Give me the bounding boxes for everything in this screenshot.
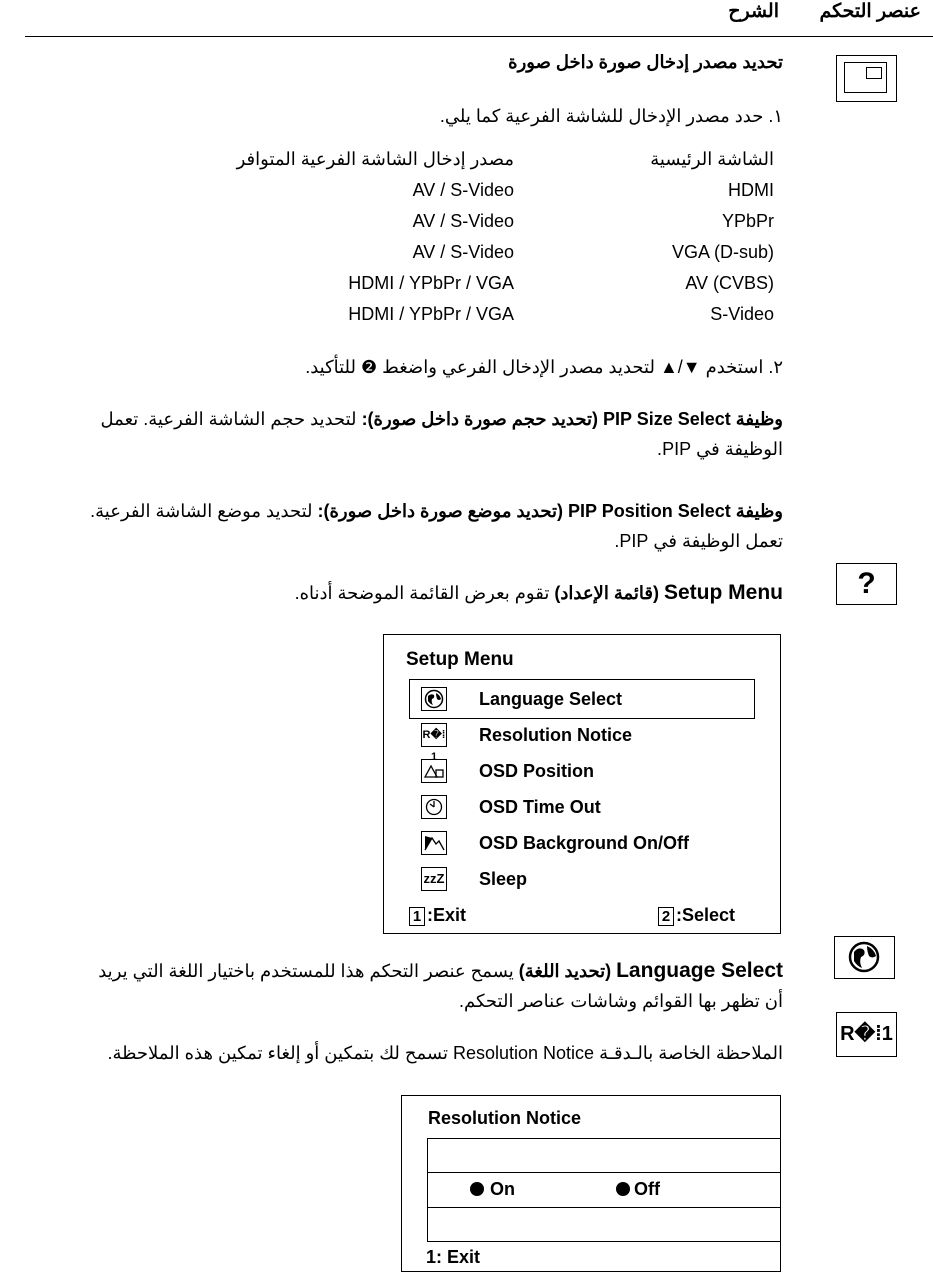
main-screen-cell: AV (CVBS) bbox=[685, 273, 774, 293]
pip-position-line1 bbox=[90, 498, 783, 524]
exit-label: :Exit bbox=[427, 905, 467, 925]
resolution-notice-panel bbox=[401, 1095, 781, 1272]
menu-select-hint bbox=[658, 905, 735, 926]
main-screen-cell: S-Video bbox=[710, 304, 774, 324]
radio-dot-icon bbox=[616, 1182, 630, 1196]
pip-input-step2: ٢. استخدم ▼/▲ لتحديد مصدر الإدخال الفرعي واضغط ❷ للتأكيد. bbox=[305, 357, 783, 377]
sub-source-cell: HDMI / YPbPr / VGA bbox=[348, 273, 514, 293]
main-screen-cell: YPbPr bbox=[721, 211, 774, 231]
setup-line bbox=[295, 581, 783, 605]
off-label: Off bbox=[634, 1179, 660, 1199]
osd-position-icon bbox=[421, 759, 447, 783]
pip-position-name: PIP Position Select bbox=[568, 501, 731, 521]
menu-item-label: Resolution Notice bbox=[479, 725, 633, 745]
pip-position-line2: تعمل الوظيفة في PIP. bbox=[614, 531, 783, 551]
sub-source-cell: AV / S-Video bbox=[412, 211, 514, 231]
globe-icon bbox=[421, 687, 447, 711]
pip-size-desc: لتحديد حجم الشاشة الفرعية. تعمل bbox=[100, 409, 357, 429]
divider bbox=[427, 1172, 781, 1173]
pip-position-lead: وظيفة bbox=[735, 501, 783, 521]
table-row bbox=[237, 237, 774, 268]
table-row bbox=[237, 175, 774, 206]
menu-item-label: OSD Time Out bbox=[479, 797, 601, 817]
on-radio[interactable] bbox=[470, 1179, 515, 1200]
setup-menu-panel bbox=[383, 634, 781, 934]
pip-icon bbox=[836, 55, 897, 102]
menu-item-label: OSD Background On/Off bbox=[479, 833, 690, 853]
sleep-icon: zzZ bbox=[421, 867, 447, 891]
language-globe-icon bbox=[834, 936, 895, 979]
setup-desc: تقوم بعرض القائمة الموضحة أدناه. bbox=[294, 583, 550, 603]
menu-item-label: Sleep bbox=[479, 869, 528, 889]
pip-size-name: PIP Size Select bbox=[603, 409, 731, 429]
resolution-exit-hint: 1: Exit bbox=[426, 1247, 481, 1267]
exit-key: 1 bbox=[409, 907, 425, 926]
header-divider bbox=[25, 36, 933, 37]
resolution-text: الملاحظة الخاصة بالـدقـة Resolution Notice تسمح لك بتمكين أو إلغاء تمكين هذه الملاحظة. bbox=[107, 1043, 783, 1063]
menu-item-osd-position[interactable] bbox=[409, 753, 755, 789]
pip-position-name-ar: (تحديد موضع صورة داخل صورة): bbox=[317, 501, 564, 521]
table-row bbox=[237, 299, 774, 330]
divider bbox=[427, 1241, 781, 1242]
pip-input-title: تحديد مصدر إدخال صورة داخل صورة bbox=[508, 52, 783, 72]
divider bbox=[427, 1138, 428, 1241]
radio-dot-icon bbox=[470, 1182, 484, 1196]
menu-item-label: OSD Position bbox=[479, 761, 595, 781]
pip-size-line2: الوظيفة في PIP. bbox=[657, 439, 783, 459]
table-header-row bbox=[237, 144, 774, 175]
pip-position-desc: لتحديد موضع الشاشة الفرعية. bbox=[90, 501, 313, 521]
pip-source-table bbox=[237, 144, 774, 330]
menu-item-language-select[interactable] bbox=[409, 681, 755, 717]
language-desc: يسمح عنصر التحكم هذا للمستخدم باختيار اللغة التي يريد bbox=[98, 961, 514, 981]
menu-item-osd-background[interactable] bbox=[409, 825, 755, 861]
language-line1 bbox=[98, 959, 783, 983]
sub-source-cell: AV / S-Video bbox=[412, 242, 514, 262]
background-icon bbox=[421, 831, 447, 855]
resolution-box-title: Resolution Notice bbox=[428, 1108, 582, 1128]
resolution-notice-large-icon: R�⁞1 bbox=[836, 1012, 897, 1057]
language-line2: أن تظهر بها القوائم وشاشات عناصر التحكم. bbox=[459, 991, 783, 1011]
menu-item-sleep[interactable] bbox=[409, 861, 755, 897]
main-screen-cell: HDMI bbox=[728, 180, 774, 200]
setup-menu-title: Setup Menu bbox=[406, 649, 514, 670]
main-screen-cell: VGA (D-sub) bbox=[671, 242, 774, 262]
language-name: Language Select bbox=[616, 959, 783, 982]
setup-help-icon: ? bbox=[836, 563, 897, 605]
table-row bbox=[237, 206, 774, 237]
resolution-notice-icon: R�⁞1 bbox=[421, 723, 447, 747]
on-label: On bbox=[490, 1179, 515, 1199]
menu-item-osd-time-out[interactable] bbox=[409, 789, 755, 825]
clock-icon bbox=[421, 795, 447, 819]
pip-size-line1 bbox=[101, 406, 783, 432]
column-header-description: الشرح bbox=[728, 1, 779, 22]
setup-name-ar: (قائمة الإعداد) bbox=[554, 583, 659, 603]
menu-item-label: Language Select bbox=[479, 689, 623, 709]
divider bbox=[427, 1138, 781, 1139]
menu-item-resolution-notice[interactable] bbox=[409, 717, 755, 763]
off-radio[interactable] bbox=[616, 1179, 660, 1200]
divider bbox=[427, 1207, 781, 1208]
table-header: مصدر إدخال الشاشة الفرعية المتوافر bbox=[236, 149, 514, 169]
menu-exit-hint bbox=[409, 905, 466, 926]
column-header-control: عنصر التحكم bbox=[819, 1, 921, 22]
pip-size-lead: وظيفة bbox=[735, 409, 783, 429]
pip-size-name-ar: (تحديد حجم صورة داخل صورة): bbox=[361, 409, 598, 429]
setup-name: Setup Menu bbox=[664, 581, 783, 604]
select-label: :Select bbox=[676, 905, 736, 925]
language-name-ar: (تحديد اللغة) bbox=[518, 961, 612, 981]
select-key: 2 bbox=[658, 907, 674, 926]
table-header: الشاشة الرئيسية bbox=[650, 149, 774, 169]
pip-input-step1: ١. حدد مصدر الإدخال للشاشة الفرعية كما يلي. bbox=[439, 106, 783, 126]
sub-source-cell: AV / S-Video bbox=[412, 180, 514, 200]
sub-source-cell: HDMI / YPbPr / VGA bbox=[348, 304, 514, 324]
table-row bbox=[237, 268, 774, 299]
